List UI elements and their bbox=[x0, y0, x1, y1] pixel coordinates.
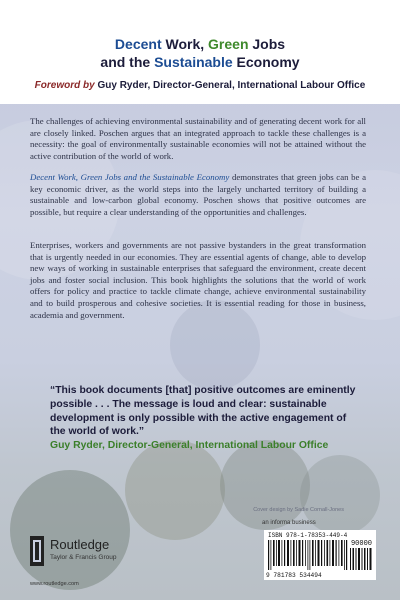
quote-attribution: Guy Ryder, Director-General, International Labour Office bbox=[50, 440, 329, 452]
blurb-paragraph-2 bbox=[30, 172, 366, 218]
endorsement-quote bbox=[50, 384, 360, 453]
foreword-line bbox=[0, 80, 400, 91]
quote-text: “This book documents [that] positive outcomes are eminently possible . . . The message is loud and clear: sustainable development is only possible with the active engagement of the world of work.” bbox=[50, 385, 356, 438]
title-word-work: Work, bbox=[161, 36, 209, 52]
addon-barcode-bars bbox=[350, 548, 372, 570]
publisher-website: www.routledge.com bbox=[30, 581, 79, 587]
publisher-name: Routledge bbox=[50, 537, 110, 552]
cover-design-credit: Cover design by Sadie Cornall-Jones bbox=[253, 507, 344, 513]
blurb-paragraph-2-text: demonstrates that green jobs can be a key economic driver, as the world steps into the largely uncharted territory of building a sustainable and low-carbon global economy. Poschen shows that positive outcomes are possible, but require a clear understanding of the opportunities and challenges. bbox=[30, 172, 366, 217]
book-title-inline: Decent Work, Green Jobs and the Sustainable Economy bbox=[30, 172, 230, 182]
blurb-paragraph-3: Enterprises, workers and governments are not passive bystanders in the great transformation that is urgently needed in our economies. They are essential agents of change, able to develop new ways of working in sustainable enterprises that safeguard the environment, create decent jobs and foster social inclusion. This book highlights the solutions that the world of work offers for policy and practice to tackle climate change, achieve environmental sustainability and to build prosperous and cohesive societies. It is essential reading for those in business, academia and government. bbox=[30, 240, 366, 320]
informa-business-label: an informa business bbox=[262, 520, 316, 526]
barcode-digits: 9 781783 534494 bbox=[266, 572, 322, 579]
title-word-jobs: Jobs bbox=[248, 36, 286, 52]
blurb-paragraph-1: The challenges of achieving environmental sustainability and of generating decent work for all are closely linked. Poschen argues that an integrated approach to tackle these challenges is a necessity: the goal of environmentally sustainable economies will not be attained without the active contribution of the world of work. bbox=[30, 116, 366, 161]
photo-circle bbox=[10, 470, 130, 590]
foreword-author: Guy Ryder, Director-General, International Labour Office bbox=[97, 80, 366, 91]
title-word-economy: Economy bbox=[232, 54, 300, 70]
routledge-logo-icon bbox=[30, 536, 44, 566]
title-word-green: Green bbox=[208, 36, 249, 52]
isbn-barcode bbox=[264, 530, 376, 580]
foreword-label: Foreword by bbox=[34, 80, 95, 91]
title-word-decent: Decent bbox=[114, 36, 162, 52]
isbn-number: ISBN 978-1-78353-449-4 bbox=[268, 532, 348, 539]
title-word-and-the: and the bbox=[100, 54, 155, 70]
price-code: 90000 bbox=[350, 540, 372, 548]
photo-circle bbox=[125, 440, 225, 540]
book-title-line1 bbox=[0, 36, 400, 52]
publisher-group: Taylor & Francis Group bbox=[50, 554, 117, 561]
photo-circle bbox=[220, 440, 310, 530]
title-word-sustainable: Sustainable bbox=[154, 54, 233, 70]
book-title-line2 bbox=[0, 54, 400, 70]
